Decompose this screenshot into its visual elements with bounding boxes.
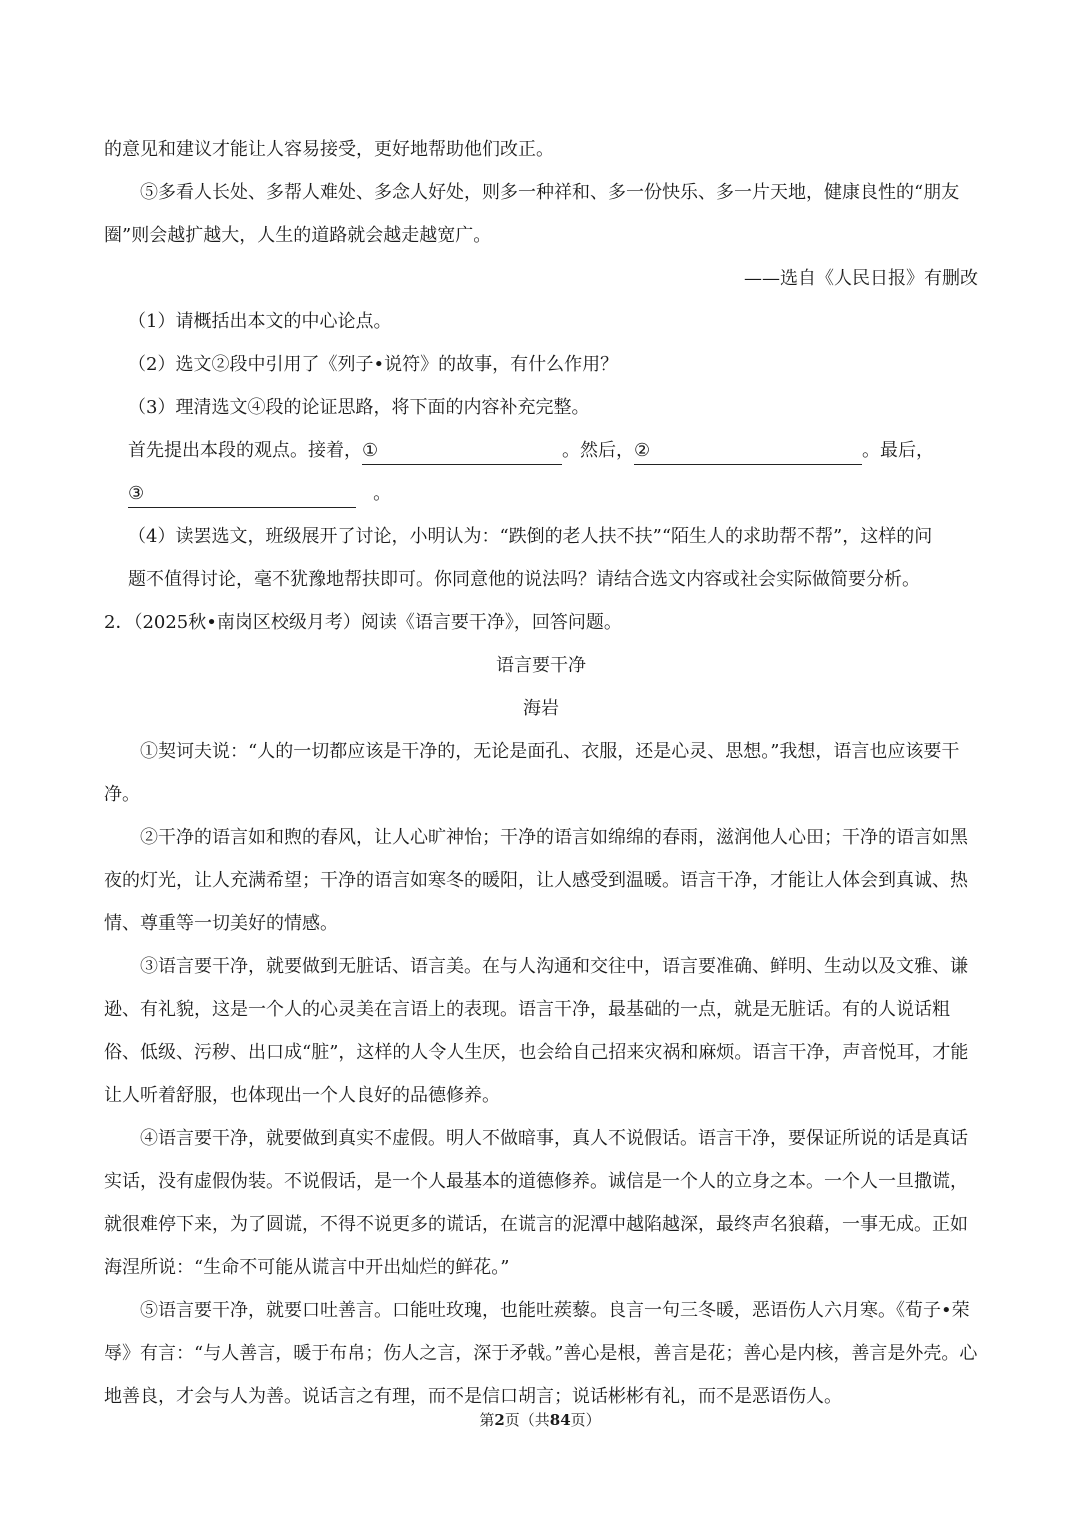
- question1-sub3-fill-line-2: [104, 472, 978, 515]
- fill-mid-1: 。然后，: [562, 440, 634, 461]
- blank-2-mark: ②: [634, 440, 651, 461]
- blank-3-mark: ③: [128, 483, 145, 504]
- footer-total-pages: 84: [549, 1411, 571, 1429]
- question1-sub2: （2）选文②段中引用了《列子•说符》的故事，有什么作用？: [128, 354, 619, 375]
- passage2-para-2: ②干净的语言如和煦的春风，让人心旷神怡；干净的语言如绵绵的春雨，滋润他人心田；干净的语言如黑夜的灯光，让人充满希望；干净的语言如寒冬的暖阳，让人感受到温暖。语言干净，才能让人体会到真诚、热情、尊重等一切美好的情感。: [104, 827, 968, 934]
- question2-header: 2．（2025秋•南岗区校级月考）阅读《语言要干净》，回答问题。: [104, 612, 622, 633]
- footer-page-number: 2: [494, 1411, 505, 1429]
- page-footer: [0, 1408, 1080, 1432]
- question1-sub3: （3）理清选文④段的论证思路，将下面的内容补充完整。: [128, 397, 590, 418]
- blank-1-mark: ①: [362, 440, 379, 461]
- passage2-para-4: ④语言要干净，就要做到真实不虚假。明人不做暗事，真人不说假话。语言干净，要保证所说的话是真话实话，没有虚假伪装。不说假话，是一个人最基本的道德修养。诚信是一个人的立身之本。一个人一旦撒谎，就很难停下来，为了圆谎，不得不说更多的谎话，在谎言的泥潭中越陷越深，最终声名狼藉，一事无成。正如海涅所说：“生命不可能从谎言中开出灿烂的鲜花。”: [104, 1128, 968, 1278]
- answer-blank-2[interactable]: [634, 438, 862, 465]
- footer-post: 页）: [570, 1411, 601, 1429]
- passage1-para5: ⑤多看人长处、多帮人难处、多念人好处，则多一种祥和、多一份快乐、多一片天地，健康良性的“朋友圈”则会越扩越大，人生的道路就会越走越宽广。: [104, 182, 960, 246]
- passage2-para-1: ①契诃夫说：“人的一切都应该是干净的，无论是面孔、衣服，还是心灵、思想。”我想，语言也应该要干净。: [104, 741, 960, 805]
- fill-prefix: 首先提出本段的观点。接着，: [128, 440, 362, 461]
- page-content: [104, 128, 978, 1418]
- passage2-para-3: ③语言要干净，就要做到无脏话、语言美。在与人沟通和交往中，语言要准确、鲜明、生动以及文雅、谦逊、有礼貌，这是一个人的心灵美在言语上的表现。语言干净，最基础的一点，就是无脏话。有的人说话粗俗、低级、污秽、出口成“脏”，这样的人令人生厌，也会给自己招来灾祸和麻烦。语言干净，声音悦耳，才能让人听着舒服，也体现出一个人良好的品德修养。: [104, 956, 969, 1106]
- footer-mid: 页（共: [504, 1411, 550, 1429]
- answer-blank-1[interactable]: [362, 438, 562, 465]
- answer-blank-3[interactable]: [128, 481, 356, 508]
- passage2-title: 语言要干净: [496, 655, 586, 676]
- passage2-author: 海岩: [523, 698, 559, 719]
- fill-mid-2: 。最后，: [862, 440, 934, 461]
- passage2-para-5: ⑤语言要干净，就要口吐善言。口能吐玫瑰，也能吐蒺藜。良言一句三冬暖，恶语伤人六月寒。《荀子•荣辱》有言：“与人善言，暖于布帛；伤人之言，深于矛戟。”善心是根，善言是花；善心是内核，善言是外壳。心地善良，才会与人为善。说话言之有理，而不是信口胡言；说话彬彬有礼，而不是恶语伤人。: [104, 1300, 978, 1407]
- footer-pre: 第: [479, 1411, 495, 1429]
- question1-sub3-fill-line: [104, 429, 978, 472]
- fill-end: 。: [373, 483, 392, 504]
- question1-sub1: （1）请概括出本文的中心论点。: [128, 311, 392, 332]
- passage1-source: ——选自《人民日报》有删改: [744, 268, 978, 289]
- question1-sub4-cont: 题不值得讨论，毫不犹豫地帮扶即可。你同意他的说法吗？请结合选文内容或社会实际做简要分析。: [128, 569, 920, 590]
- passage1-para4-tail: 的意见和建议才能让人容易接受，更好地帮助他们改正。: [104, 139, 554, 160]
- question1-sub4: （4）读罢选文，班级展开了讨论，小明认为：“跌倒的老人扶不扶”“陌生人的求助帮不帮”，这样的问: [128, 526, 933, 547]
